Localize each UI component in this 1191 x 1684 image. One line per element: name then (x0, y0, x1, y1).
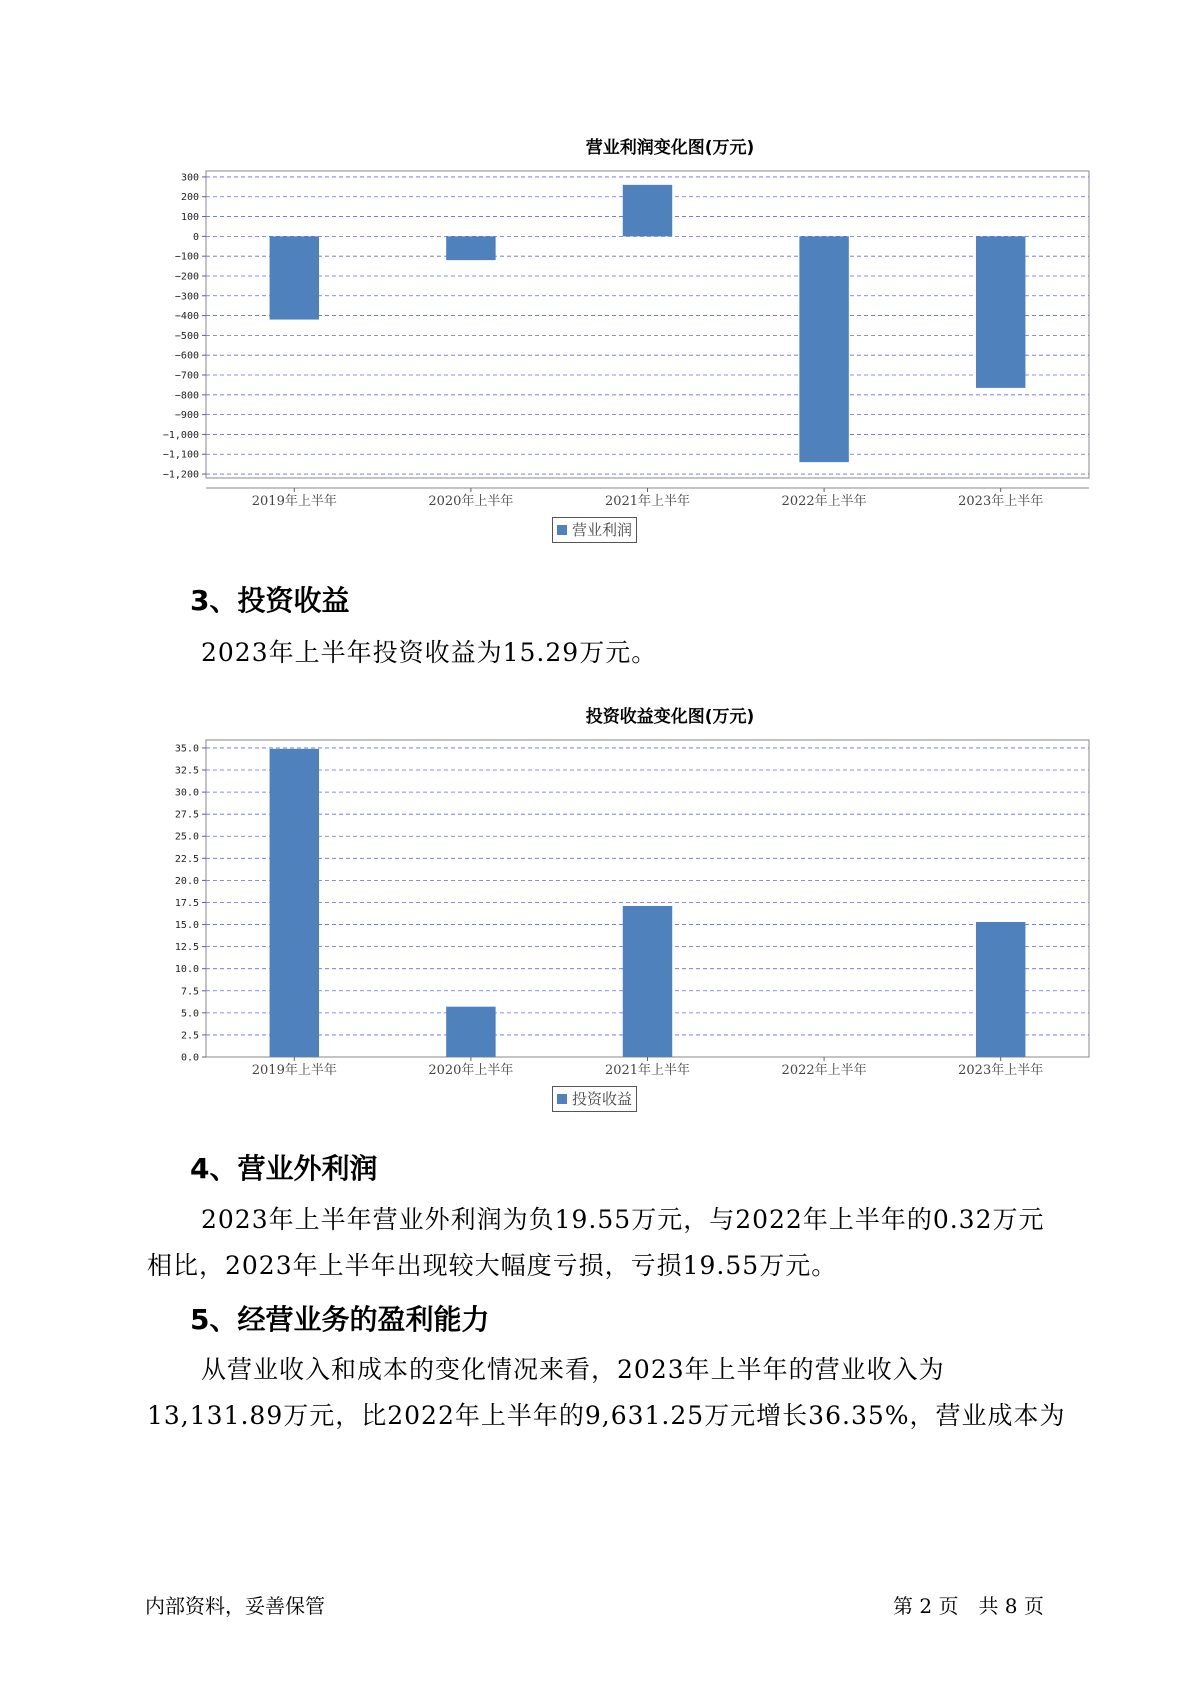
y-tick-label: 0 (192, 231, 199, 243)
y-tick-label: 100 (180, 212, 199, 224)
x-tick-label: 2022年上半年 (781, 494, 867, 509)
y-tick-label: −1,100 (162, 449, 199, 461)
y-tick-label: −600 (174, 350, 199, 362)
section-3-heading: 3、投资收益 (190, 584, 350, 617)
x-tick-label: 2019年上半年 (251, 1063, 337, 1078)
y-tick-label: 22.5 (174, 853, 199, 865)
bar (976, 922, 1025, 1057)
y-tick-label: 5.0 (180, 1008, 199, 1020)
y-tick-label: 0.0 (180, 1052, 199, 1064)
x-tick-label: 2023年上半年 (958, 1063, 1044, 1078)
y-tick-label: 25.0 (174, 831, 199, 843)
bar (623, 906, 672, 1057)
bar (270, 749, 319, 1057)
y-tick-label: 7.5 (180, 986, 199, 998)
y-tick-label: −100 (174, 251, 199, 263)
y-tick-label: −900 (174, 410, 199, 422)
x-tick-label: 2020年上半年 (428, 494, 514, 509)
x-tick-label: 2021年上半年 (604, 494, 691, 509)
investment-income-chart-svg (150, 0, 1190, 1130)
investment-income-legend (552, 1086, 637, 1112)
y-tick-label: −400 (174, 311, 199, 323)
y-tick-label: −200 (174, 271, 199, 283)
section-5-text: 从营业收入和成本的变化情况来看，2023年上半年的营业收入为13,131.89万元，比2022年上半年的9,631.25万元增长36.35%，营业成本为 (147, 1355, 1066, 1430)
section-4-heading: 4、营业外利润 (190, 1152, 378, 1185)
section-3-text: 2023年上半年投资收益为15.29万元。 (201, 638, 658, 667)
investment-income-legend-label: 投资收益 (572, 1090, 633, 1108)
y-tick-label: −700 (174, 370, 199, 382)
y-tick-label: 15.0 (174, 920, 199, 932)
x-tick-label: 2021年上半年 (604, 1063, 691, 1078)
y-tick-label: 35.0 (174, 743, 199, 755)
y-tick-label: 32.5 (174, 765, 199, 777)
footer-right: 第 2 页 共 8 页 (893, 1594, 1044, 1618)
x-tick-label: 2023年上半年 (958, 494, 1044, 509)
y-tick-label: −500 (174, 330, 199, 342)
investment-income-chart-title: 投资收益变化图(万元) (585, 707, 755, 727)
footer-left: 内部资料，妥善保管 (145, 1594, 325, 1618)
operating-profit-legend-label: 营业利润 (572, 521, 633, 539)
y-tick-label: 27.5 (174, 809, 199, 821)
legend-swatch (557, 1094, 567, 1104)
y-tick-label: 20.0 (174, 875, 199, 887)
y-tick-label: 300 (180, 172, 199, 184)
y-tick-label: −300 (174, 291, 199, 303)
x-tick-label: 2020年上半年 (428, 1063, 514, 1078)
y-tick-label: 10.0 (174, 964, 199, 976)
y-tick-label: −1,200 (162, 469, 199, 481)
section-4-text: 2023年上半年营业外利润为负19.55万元，与2022年上半年的0.32万元相比，2023年上半年出现较大幅度亏损，亏损19.55万元。 (147, 1205, 1045, 1280)
x-tick-label: 2022年上半年 (781, 1063, 867, 1078)
y-tick-label: −1,000 (162, 429, 199, 441)
y-tick-label: 17.5 (174, 897, 199, 909)
section-5-heading: 5、经营业务的盈利能力 (190, 1303, 490, 1336)
bar (446, 1007, 495, 1057)
operating-profit-chart-title: 营业利润变化图(万元) (585, 138, 755, 158)
y-tick-label: 2.5 (180, 1030, 199, 1042)
x-tick-label: 2019年上半年 (251, 494, 337, 509)
y-tick-label: 200 (180, 192, 199, 204)
y-tick-label: 12.5 (174, 942, 199, 954)
y-tick-label: −800 (174, 390, 199, 402)
y-tick-label: 30.0 (174, 787, 199, 799)
